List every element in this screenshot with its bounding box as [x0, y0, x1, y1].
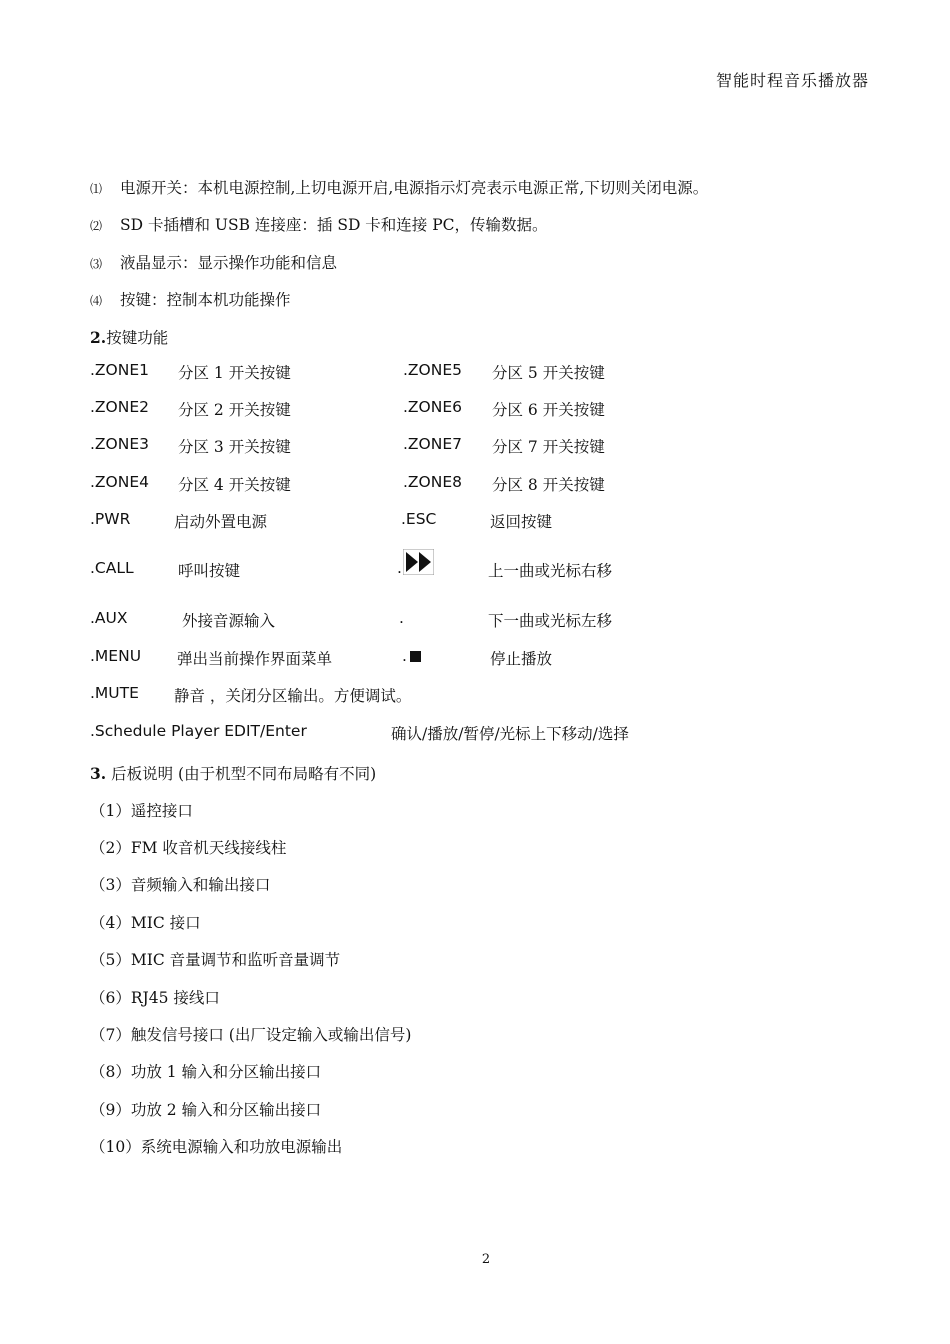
section3-item: （6）RJ45 接线口 [90, 989, 220, 1007]
fast-forward-icon [403, 549, 434, 575]
key-label: .ZONE3 [90, 435, 149, 453]
mute-key-description: 静音 ，关闭分区输出。方便调试。 [174, 687, 412, 705]
schedule-key-label: .Schedule Player EDIT/Enter [90, 722, 307, 740]
key-label: .ESC [401, 510, 437, 528]
key-label: .ZONE5 [403, 361, 462, 379]
section-number: 2. [90, 328, 107, 347]
section3-item: （7）触发信号接口 (出厂设定输入或输出信号) [90, 1026, 412, 1044]
item-number: ⑶ [90, 257, 103, 271]
key-description: 启动外置电源 [174, 513, 268, 531]
section2-heading [90, 326, 168, 348]
key-description: 弹出当前操作界面菜单 [177, 650, 333, 668]
key-label: .AUX [90, 609, 128, 627]
schedule-key-description: 确认/播放/暂停/光标上下移动/选择 [391, 725, 629, 743]
key-description: 分区 5 开关按键 [492, 364, 605, 382]
key-description: 分区 8 开关按键 [492, 476, 605, 494]
section1-item [90, 251, 337, 273]
key-description: 分区 3 开关按键 [178, 438, 291, 456]
key-label: . [399, 609, 404, 627]
key-label: .ZONE1 [90, 361, 149, 379]
key-label: . [402, 647, 407, 665]
page-number: 2 [481, 1252, 491, 1267]
section3-item: （5）MIC 音量调节和监听音量调节 [90, 951, 341, 969]
key-label: .PWR [90, 510, 131, 528]
section3-heading [90, 762, 376, 784]
section3-item: （10）系统电源输入和功放电源输出 [90, 1138, 343, 1156]
section1-item [90, 288, 291, 310]
section-number: 3. [90, 764, 107, 783]
key-label: .CALL [90, 559, 134, 577]
key-label: .MENU [90, 647, 142, 665]
section1-item [90, 213, 548, 235]
key-description: 分区 2 开关按键 [178, 401, 291, 419]
item-number: ⑴ [90, 182, 103, 196]
item-text: 电源开关：本机电源控制,上切电源开启,电源指示灯亮表示电源正常,下切则关闭电源。 [120, 179, 709, 197]
stop-square-icon [410, 651, 421, 662]
section1-item [90, 176, 708, 198]
key-description: 呼叫按键 [178, 562, 241, 580]
page-header-title: 智能时程音乐播放器 [715, 71, 869, 90]
key-description: 上一曲或光标右移 [488, 562, 613, 580]
key-description: 外接音源输入 [182, 612, 276, 630]
key-description: 返回按键 [490, 513, 553, 531]
section3-item: （9）功放 2 输入和分区输出接口 [90, 1101, 322, 1119]
section3-item: （1）遥控接口 [90, 802, 193, 820]
section3-item: （4）MIC 接口 [90, 914, 201, 932]
key-label: .ZONE2 [90, 398, 149, 416]
item-number: ⑷ [90, 294, 103, 308]
key-label: .ZONE4 [90, 473, 149, 491]
key-description: 分区 6 开关按键 [492, 401, 605, 419]
key-label: .ZONE8 [403, 473, 462, 491]
section3-item: （3）音频输入和输出接口 [90, 876, 271, 894]
key-label: .ZONE6 [403, 398, 462, 416]
key-description: 下一曲或光标左移 [488, 612, 613, 630]
section-title: 后板说明 (由于机型不同布局略有不同) [111, 765, 377, 783]
section3-item: （2）FM 收音机天线接线柱 [90, 839, 287, 857]
key-description: 停止播放 [490, 650, 553, 668]
item-text: 按键：控制本机功能操作 [120, 291, 291, 309]
section3-item: （8）功放 1 输入和分区输出接口 [90, 1063, 322, 1081]
key-description: 分区 1 开关按键 [178, 364, 291, 382]
item-number: ⑵ [90, 219, 103, 233]
item-text: 液晶显示：显示操作功能和信息 [120, 254, 338, 272]
key-description: 分区 7 开关按键 [492, 438, 605, 456]
mute-key-label: .MUTE [90, 684, 139, 702]
key-label: .ZONE7 [403, 435, 462, 453]
key-description: 分区 4 开关按键 [178, 476, 291, 494]
item-text: SD 卡插槽和 USB 连接座：插 SD 卡和连接 PC，传输数据。 [120, 216, 548, 234]
key-label: . [397, 559, 402, 577]
section-title: 按键功能 [106, 329, 169, 347]
